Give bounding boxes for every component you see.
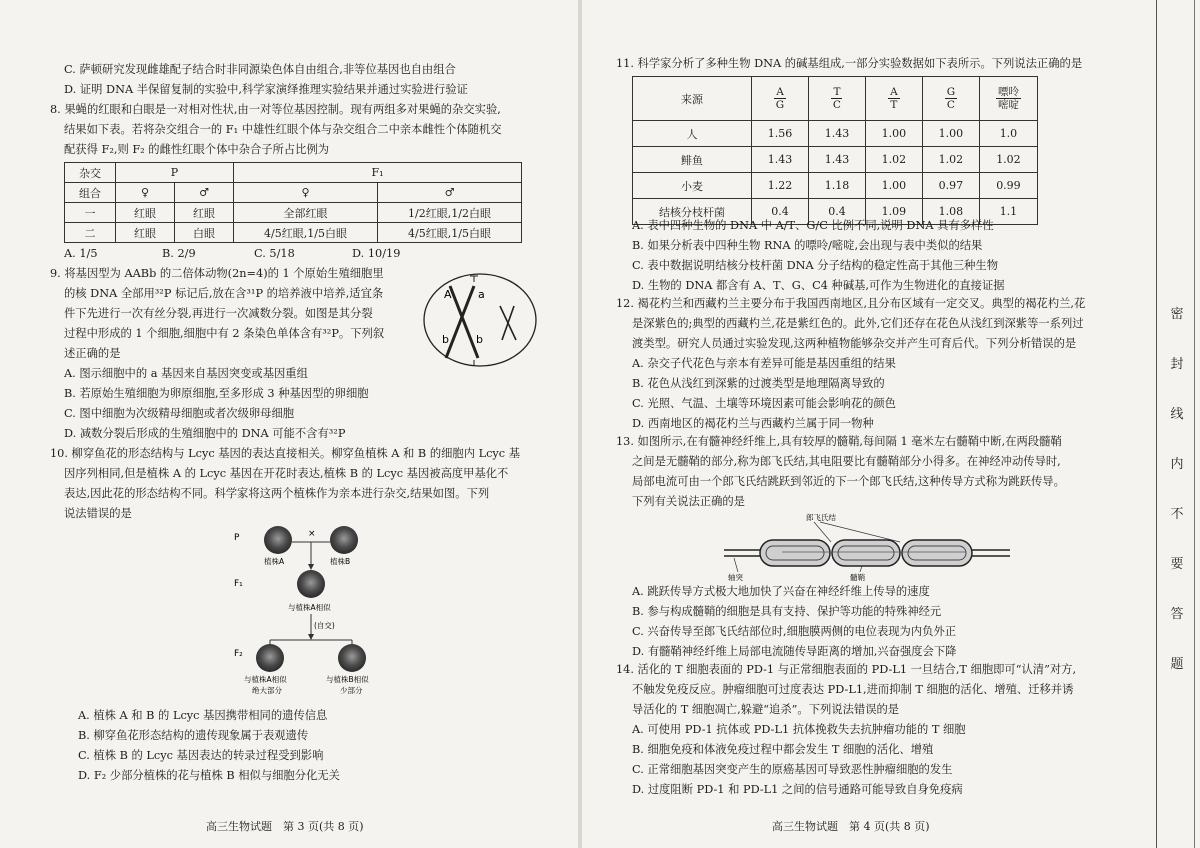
- seal-char: 线: [1170, 407, 1184, 422]
- q8-option-c: C. 5/18: [254, 247, 295, 260]
- q10-stem-line: 10. 柳穿鱼花的形态结构与 Lcyc 基因的表达直接相关。柳穿鱼植株 A 和 B 的细胞内 Lcyc 基: [50, 447, 521, 460]
- page-footer: 高三生物试题 第 3 页(共 8 页): [206, 820, 364, 833]
- q12-option-c: C. 光照、气温、土壤等环境因素可能会影响花的颜色: [632, 397, 896, 410]
- table-cell: 1.00: [865, 173, 922, 199]
- cell-label: b: [442, 333, 449, 346]
- generation-label: F₁: [234, 579, 243, 589]
- frac-num: 嘌呤: [997, 86, 1019, 98]
- plant-b-label: 植株B: [330, 557, 351, 566]
- table-cell: 红眼: [116, 203, 175, 223]
- seal-char: 要: [1170, 557, 1184, 572]
- q7-option-d: D. 证明 DNA 半保留复制的实验中,科学家演绎推理实验结果并通过实验进行验证: [64, 83, 468, 96]
- f2b-proportion: 少部分: [340, 686, 363, 695]
- flower-f2a-icon: [256, 644, 284, 672]
- q8-stem-line: 8. 果蝇的红眼和白眼是一对相对性状,由一对等位基因控制。现有两组多对果蝇的杂交实验,: [50, 103, 501, 116]
- table-cell: 1.02: [865, 147, 922, 173]
- q13-option-a: A. 跳跃传导方式极大地加快了兴奋在神经纤维上传导的速度: [632, 585, 930, 598]
- myelin-sheath-label: 髓鞘: [850, 573, 865, 582]
- q14-stem-line: 导活化的 T 细胞凋亡,躲避“追杀”。下列说法错误的是: [632, 703, 900, 716]
- q13-stem-line: 下列有关说法正确的是: [632, 495, 745, 508]
- q11-option-a: A. 表中四种生物的 DNA 中 A/T、G/C 比例不同,说明 DNA 具有多样性: [632, 219, 994, 232]
- q14-stem-line: 不触发免疫反应。肿瘤细胞可过度表达 PD-L1,进而抑制 T 细胞的活化、增殖、迁移并诱: [632, 683, 1074, 696]
- left-page: [0, 0, 578, 848]
- q10-option-a: A. 植株 A 和 B 的 Lcyc 基因携带相同的遗传信息: [78, 709, 328, 722]
- table-cell: 一: [65, 203, 116, 223]
- q9-option-a: A. 图示细胞中的 a 基因来自基因突变或基因重组: [64, 367, 308, 380]
- cross-symbol: ×: [308, 529, 316, 539]
- table-cell: 1/2红眼,1/2白眼: [378, 203, 522, 223]
- generation-label: F₂: [234, 649, 243, 659]
- q13-stem-line: 局部电流可由一个郎飞氏结跳跃到邻近的下一个郎飞氏结,这种传导方式称为跳跃传导。: [632, 475, 1065, 488]
- frac-den: 嘧啶: [997, 99, 1019, 111]
- table-cell: 4/5红眼,1/5白眼: [378, 223, 522, 243]
- flower-a-icon: [264, 526, 292, 554]
- frac-den: C: [832, 99, 841, 111]
- frac-den: G: [775, 99, 785, 111]
- q8-table: [64, 162, 522, 243]
- table-header: [979, 77, 1037, 121]
- frac-den: C: [946, 99, 955, 111]
- seal-char: 内: [1170, 457, 1184, 472]
- q10-option-d: D. F₂ 少部分植株的花与植株 B 相似与细胞分化无关: [78, 769, 340, 782]
- table-cell: 1.56: [752, 121, 809, 147]
- q13-option-d: D. 有髓鞘神经纤维上局部电流随传导距离的增加,兴奋强度会下降: [632, 645, 957, 658]
- q10-stem-line: 表达,因此花的形态结构不同。科学家将这两个植株作为亲本进行杂交,结果如图。下列: [64, 487, 490, 500]
- q7-option-c: C. 萨顿研究发现雌雄配子结合时非同源染色体自由组合,非等位基因也自由组合: [64, 63, 456, 76]
- table-cell: 1.0: [979, 121, 1037, 147]
- q11-option-d: D. 生物的 DNA 都含有 A、T、G、C4 种碱基,可作为生物进化的直接证据: [632, 279, 1005, 292]
- q8-option-b: B. 2/9: [162, 247, 196, 260]
- q9-option-c: C. 图中细胞为次级精母细胞或者次级卵母细胞: [64, 407, 295, 420]
- q13-stem-line: 之间是无髓鞘的部分,称为郎飞氏结,其电阻要比有髓鞘部分小得多。在神经冲动传导时,: [632, 455, 1061, 468]
- table-cell: 4/5红眼,1/5白眼: [234, 223, 378, 243]
- seal-text: [1164, 290, 1190, 690]
- q10-option-b: B. 柳穿鱼花形态结构的遗传现象属于表观遗传: [78, 729, 309, 742]
- table-cell: 1.43: [752, 147, 809, 173]
- frac-num: A: [890, 86, 898, 98]
- table-header: ♂: [378, 183, 522, 203]
- frac-num: G: [946, 86, 956, 98]
- table-header: [752, 77, 809, 121]
- table-row: [633, 147, 1038, 173]
- q14-option-d: D. 过度阻断 PD-1 和 PD-L1 之间的信号通路可能导致自身免疫病: [632, 783, 963, 796]
- q9-option-d: D. 减数分裂后形成的生殖细胞中的 DNA 可能不含有³²P: [64, 427, 346, 440]
- f2a-label: 与植株A相似: [244, 675, 287, 684]
- table-header: P: [116, 163, 234, 183]
- table-cell: 全部红眼: [234, 203, 378, 223]
- table-header: 杂交: [65, 163, 116, 183]
- axon-label: 轴突: [728, 573, 743, 582]
- table-header: [808, 77, 865, 121]
- table-cell: 1.02: [922, 147, 979, 173]
- table-cell: 1.43: [808, 121, 865, 147]
- generation-label: P: [234, 533, 240, 543]
- seal-char: 答: [1170, 607, 1184, 622]
- q9-option-b: B. 若原始生殖细胞为卵原细胞,至多形成 3 种基因型的卵细胞: [64, 387, 369, 400]
- q9-stem-line: 9. 将基因型为 AABb 的二倍体动物(2n=4)的 1 个原始生殖细胞里: [50, 267, 384, 280]
- table-cell: 1.09: [865, 199, 922, 225]
- table-cell: 结核分枝杆菌: [633, 199, 752, 225]
- table-cell: 1.00: [922, 121, 979, 147]
- plant-a-label: 植株A: [264, 557, 285, 566]
- table-cell: 二: [65, 223, 116, 243]
- flower-f2b-icon: [338, 644, 366, 672]
- q11-table: [632, 76, 1038, 225]
- ranvier-node-label: 郎飞氏结: [806, 513, 836, 522]
- q13-stem-line: 13. 如图所示,在有髓神经纤维上,具有较厚的髓鞘,每间隔 1 毫米左右髓鞘中断,在两段髓鞘: [616, 435, 1062, 448]
- table-cell: 白眼: [175, 223, 234, 243]
- table-header: [922, 77, 979, 121]
- seal-char: 题: [1170, 657, 1184, 672]
- flower-cross-figure: [230, 522, 440, 702]
- q11-option-c: C. 表中数据说明结核分枝杆菌 DNA 分子结构的稳定性高于其他三种生物: [632, 259, 999, 272]
- q12-option-d: D. 西南地区的褐花杓兰与西藏杓兰属于同一物种: [632, 417, 874, 430]
- table-row: [633, 173, 1038, 199]
- q8-option-a: A. 1/5: [64, 247, 98, 260]
- right-page: [582, 0, 1144, 848]
- table-cell: 1.00: [865, 121, 922, 147]
- table-header: ♀: [116, 183, 175, 203]
- table-header: 来源: [633, 77, 752, 121]
- table-cell: 0.97: [922, 173, 979, 199]
- table-cell: 小麦: [633, 173, 752, 199]
- seal-char: 不: [1170, 507, 1184, 522]
- q10-stem-line: 说法错误的是: [64, 507, 132, 520]
- frac-den: T: [890, 99, 898, 111]
- q12-stem-line: 是深紫色的;典型的西藏杓兰,花是紫红色的。此外,它们还存在花色从浅红到深紫等一系列过: [632, 317, 1084, 330]
- table-cell: 人: [633, 121, 752, 147]
- q11-option-b: B. 如果分析表中四种生物 RNA 的嘌呤/嘧啶,会出现与表中类似的结果: [632, 239, 983, 252]
- cell-label: b: [476, 333, 483, 346]
- q9-stem-line: 件下先进行一次有丝分裂,再进行一次减数分裂。如图是其分裂: [64, 307, 373, 320]
- q12-stem-line: 12. 褐花杓兰和西藏杓兰主要分布于我国西南地区,且分布区域有一定交叉。典型的褐花杓兰,花: [616, 297, 1086, 310]
- q8-option-d: D. 10/19: [352, 247, 401, 260]
- q9-stem-line: 述正确的是: [64, 347, 121, 360]
- table-header: 组合: [65, 183, 116, 203]
- frac-num: A: [776, 86, 784, 98]
- q12-stem-line: 渡类型。研究人员通过实验发现,这两种植物能够杂交并产生可育后代。下列分析错误的是: [632, 337, 1077, 350]
- table-cell: 1.1: [979, 199, 1037, 225]
- table-cell: 1.22: [752, 173, 809, 199]
- q9-stem-line: 过程中形成的 1 个细胞,细胞中有 2 条染色单体含有³²P。下列叙: [64, 327, 385, 340]
- q11-stem: 11. 科学家分析了多种生物 DNA 的碱基组成,一部分实验数据如下表所示。下列说法正确的是: [616, 57, 1083, 70]
- selfing-label: (自交): [314, 621, 335, 630]
- table-cell: 1.08: [922, 199, 979, 225]
- cell-division-figure: [420, 268, 540, 372]
- seal-char: 密: [1170, 307, 1184, 322]
- f2a-proportion: 绝大部分: [252, 686, 282, 695]
- seal-line: [1194, 0, 1195, 848]
- frac-num: T: [833, 86, 841, 98]
- table-cell: 红眼: [116, 223, 175, 243]
- q12-option-a: A. 杂交子代花色与亲本有差异可能是基因重组的结果: [632, 357, 896, 370]
- q10-stem-line: 因序列相同,但是植株 A 的 Lcyc 基因在开花时表达,植株 B 的 Lcyc 基因被高度甲基化不: [64, 467, 509, 480]
- table-cell: 0.4: [752, 199, 809, 225]
- q8-stem-line: 配获得 F₂,则 F₂ 的雌性红眼个体中杂合子所占比例为: [64, 143, 330, 156]
- f1-label: 与植株A相似: [288, 603, 331, 612]
- q8-stem-line: 结果如下表。若将杂交组合一的 F₁ 中雄性红眼个体与杂交组合二中亲本雌性个体随机交: [64, 123, 502, 136]
- table-row: [65, 203, 522, 223]
- q10-option-c: C. 植株 B 的 Lcyc 基因表达的转录过程受到影响: [78, 749, 324, 762]
- q9-stem-line: 的核 DNA 全部用³²P 标记后,放在含³¹P 的培养液中培养,适宜条: [64, 287, 384, 300]
- flower-f1-icon: [297, 570, 325, 598]
- table-row: [65, 223, 522, 243]
- cell-label: A: [444, 288, 452, 301]
- q13-option-b: B. 参与构成髓鞘的细胞是具有支持、保护等功能的特殊神经元: [632, 605, 942, 618]
- page-footer: 高三生物试题 第 4 页(共 8 页): [772, 820, 930, 833]
- q14-stem-line: 14. 活化的 T 细胞表面的 PD-1 与正常细胞表面的 PD-L1 一旦结合,T 细胞即可“认清”对方,: [616, 663, 1077, 676]
- myelinated-nerve-figure: [722, 510, 1012, 582]
- q14-option-a: A. 可使用 PD-1 抗体或 PD-L1 抗体挽救失去抗肿瘤功能的 T 细胞: [632, 723, 966, 736]
- table-row: [633, 121, 1038, 147]
- seal-strip: [1148, 0, 1200, 848]
- f2b-label: 与植株B相似: [326, 675, 369, 684]
- table-cell: 1.18: [808, 173, 865, 199]
- table-cell: 0.99: [979, 173, 1037, 199]
- table-header: ♂: [175, 183, 234, 203]
- q14-option-c: C. 正常细胞基因突变产生的原癌基因可导致恶性肿瘤细胞的发生: [632, 763, 953, 776]
- seal-line: [1156, 0, 1157, 848]
- table-header: F₁: [234, 163, 522, 183]
- cell-label: a: [478, 288, 485, 301]
- q13-option-c: C. 兴奋传导至郎飞氏结部位时,细胞膜两侧的电位表现为内负外正: [632, 625, 957, 638]
- table-cell: 1.02: [979, 147, 1037, 173]
- seal-char: 封: [1170, 357, 1184, 372]
- table-cell: 1.43: [808, 147, 865, 173]
- q12-option-b: B. 花色从浅红到深紫的过渡类型是地理隔离导致的: [632, 377, 885, 390]
- table-cell: 红眼: [175, 203, 234, 223]
- table-header: ♀: [234, 183, 378, 203]
- table-header: [865, 77, 922, 121]
- flower-b-icon: [330, 526, 358, 554]
- table-cell: 鲱鱼: [633, 147, 752, 173]
- table-cell: 0.4: [808, 199, 865, 225]
- q14-option-b: B. 细胞免疫和体液免疫过程中都会发生 T 细胞的活化、增殖: [632, 743, 934, 756]
